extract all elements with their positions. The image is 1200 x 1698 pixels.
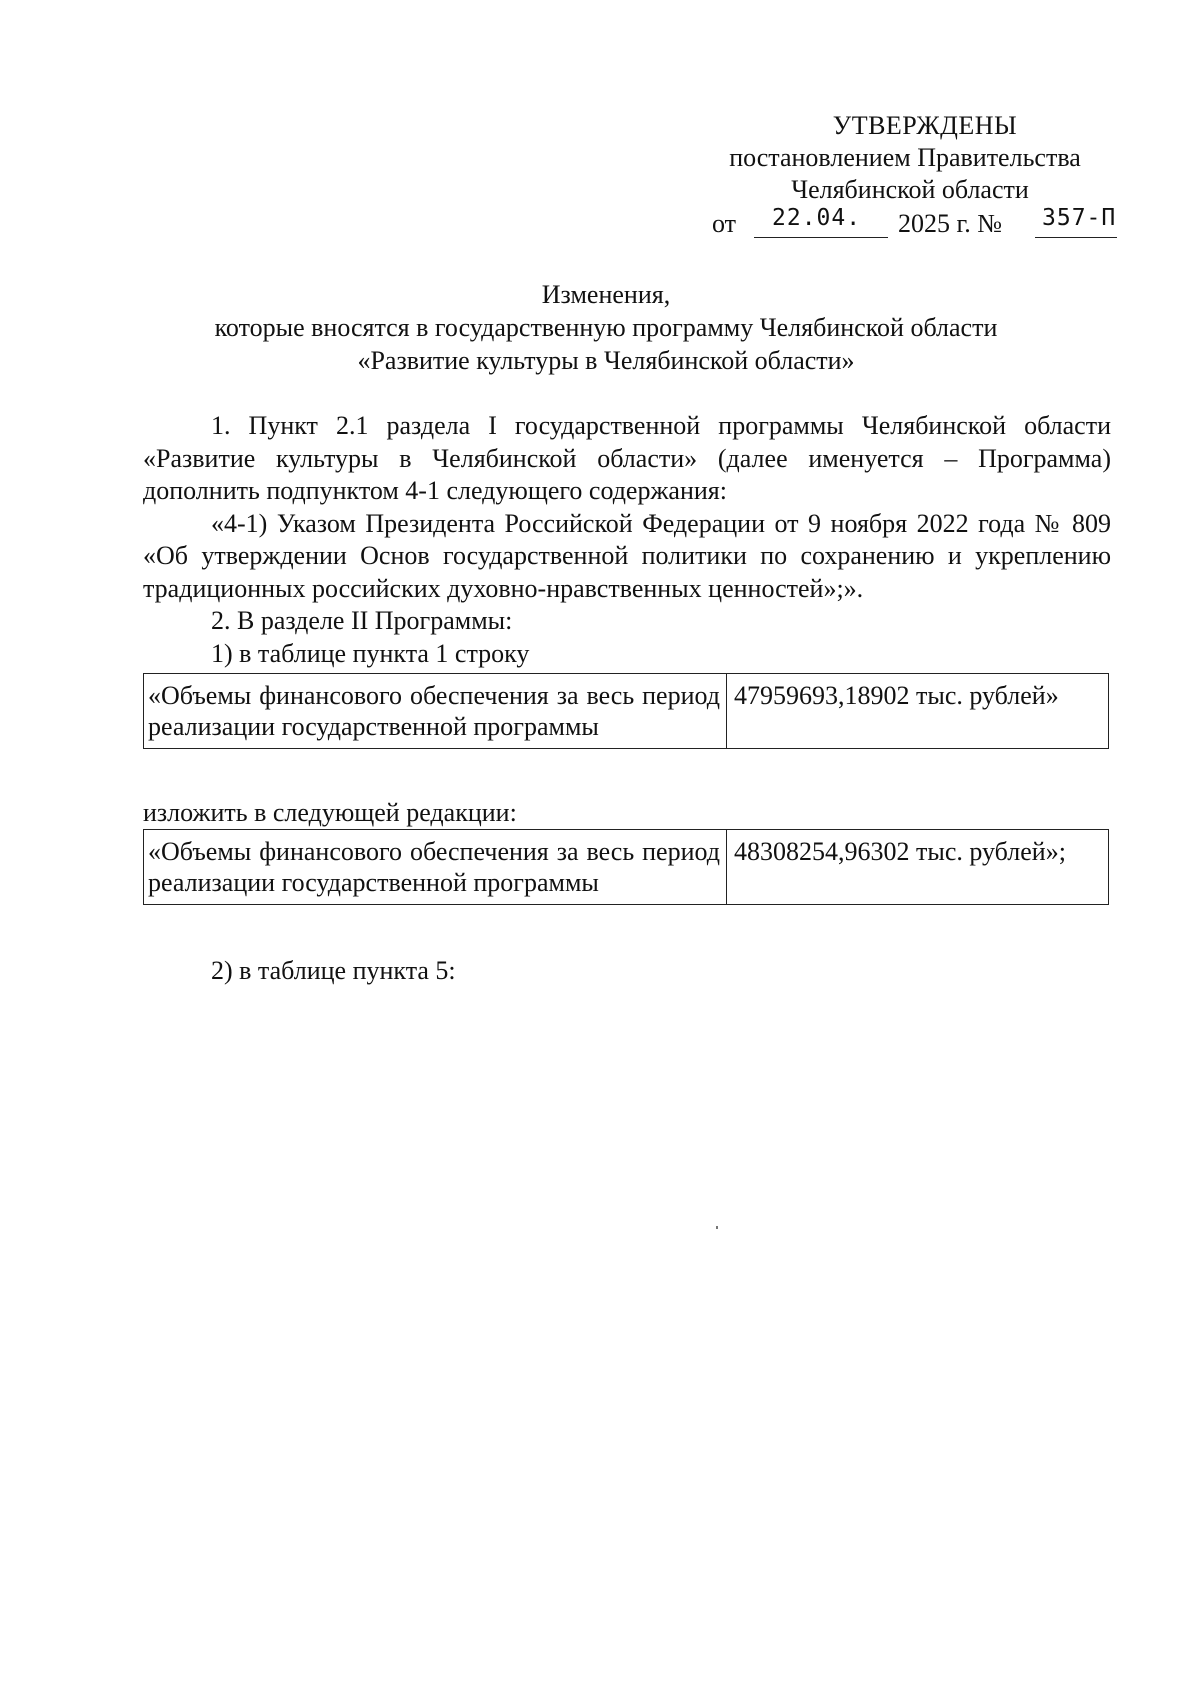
table-new-row	[143, 829, 1109, 905]
title-line-2: которые вносятся в государственную программу Челябинской области	[214, 313, 998, 342]
table-row	[144, 830, 1109, 905]
table-cell-label: «Объемы финансового обеспечения за весь период реализации государственной программы	[144, 674, 727, 749]
approval-date-row	[690, 206, 1120, 240]
approval-line-2: постановлением Правительства	[729, 143, 1081, 172]
date-underline	[754, 237, 888, 238]
table-cell-value: 47959693,18902 тыс. рублей»	[727, 674, 1109, 749]
date-prefix: от	[712, 209, 737, 238]
title-line-3: «Развитие культуры в Челябинской области»	[357, 346, 855, 375]
year-and-number-label: 2025 г. №	[898, 209, 1003, 238]
paragraph-2: «4-1) Указом Президента Российской Федерации от 9 ноября 2022 года № 809 «Об утверждении Основ государственной политики по сохранению и укреплению традиционных российских духовно-нравственных ценностей»;».	[143, 508, 1111, 603]
number-value: 357-П	[1042, 205, 1117, 231]
body-paragraphs	[143, 410, 1111, 670]
title-line-1: Изменения,	[541, 280, 671, 309]
approval-title: УТВЕРЖДЕНЫ	[832, 111, 1018, 140]
paragraph-3: 2. В разделе II Программы:	[211, 606, 513, 635]
approval-block	[690, 110, 1120, 240]
document-title	[130, 278, 1082, 377]
table-cell-label: «Объемы финансового обеспечения за весь период реализации государственной программы	[144, 830, 727, 905]
date-value: 22.04.	[772, 205, 862, 231]
approval-line-3: Челябинской области	[791, 175, 1029, 204]
table-cell-value: 48308254,96302 тыс. рублей»;	[727, 830, 1109, 905]
table-row	[144, 674, 1109, 749]
scan-speck	[716, 1226, 718, 1229]
number-underline	[1035, 237, 1117, 238]
paragraph-4: 1) в таблице пункта 1 строку	[211, 638, 530, 668]
closing-text: 2) в таблице пункта 5:	[211, 956, 456, 985]
paragraph-1: 1. Пункт 2.1 раздела I государственной программы Челябинской области «Развитие культуры в Челябинской области» (далее именуется – Программа) дополнить подпунктом 4-1 следующего содержания:	[143, 411, 1111, 505]
between-text: изложить в следующей редакции:	[143, 798, 517, 827]
table-old-row	[143, 673, 1109, 749]
